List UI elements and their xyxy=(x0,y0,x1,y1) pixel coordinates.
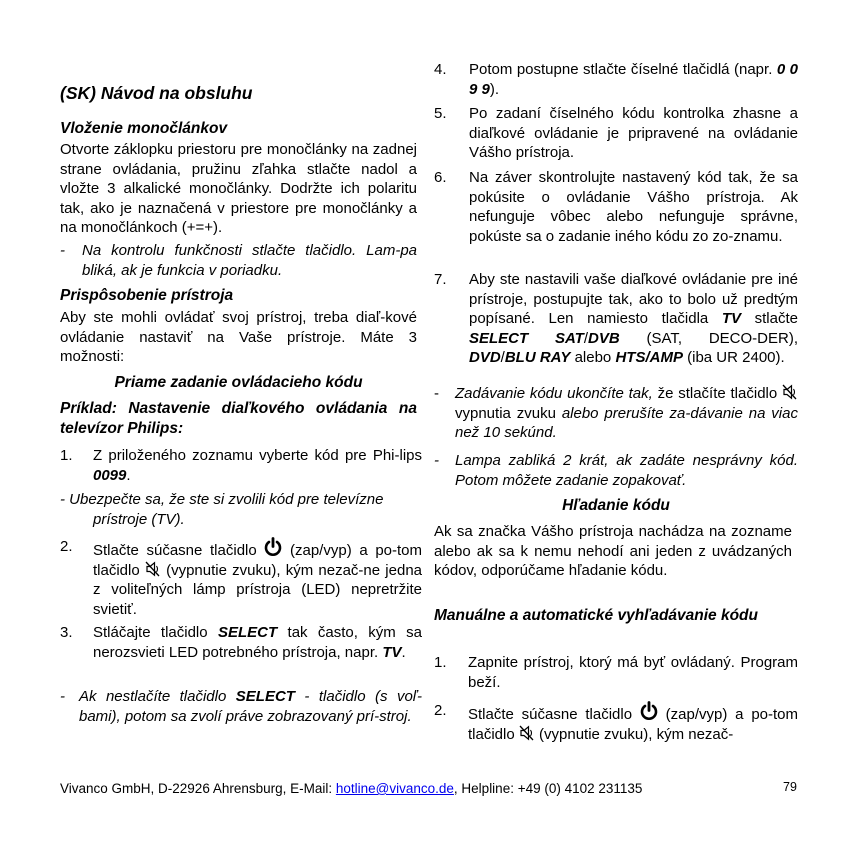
step-text: Stláčajte tlačidlo SELECT tak často, kým sa nerozsvieti LED potrebného prístroja, napr. TV. xyxy=(93,624,422,661)
note-end-text: Zadávanie kódu ukončíte tak, že stlačíte tlačidlo vypnutia zvuku alebo prerušíte za-dávanie na viac než 10 sekúnd. xyxy=(455,385,798,441)
dash: - xyxy=(434,385,439,402)
note-end xyxy=(434,384,798,443)
footer xyxy=(60,779,642,799)
step-text: Stlačte súčasne tlačidlo (zap/vyp) a po-tom tlačidlo (vypnutie zvuku), kým nezač- xyxy=(468,701,798,744)
note-blink xyxy=(434,451,798,490)
batteries-title: Vloženie monočlánkov xyxy=(60,120,228,137)
note-tv xyxy=(60,490,422,529)
step-number: 4. xyxy=(434,61,447,78)
step-text: Na záver skontrolujte nastavený kód tak, že sa pokúsite o ovládanie Vášho prístroja. Ak nefunguje vôbec alebo nefunguje správne, pokúste sa o zadanie iného kódu zo zo-znamu. xyxy=(469,169,798,245)
mute-icon xyxy=(145,561,161,577)
page-number: 79 xyxy=(783,780,797,794)
step-text: Aby ste nastavili vaše diaľkové ovládanie pre iné prístroje, postupujte tak, ako to bolo už predtým popísané. Len namiesto tlačidla TV stlačte SELECT SAT/DVB (SAT, DECO-DER), DVD/BLU RAY alebo HTS/AMP (iba UR 2400). xyxy=(469,271,799,366)
mute-icon xyxy=(782,384,798,400)
step-number: 1. xyxy=(60,447,73,464)
email-link[interactable]: hotline@vivanco.de xyxy=(335,781,454,796)
adapt-title: Prispôsobenie prístroja xyxy=(60,287,234,304)
example-title: Príklad: Nastavenie diaľkového ovládania na televízor Philips: xyxy=(60,400,417,437)
power-icon xyxy=(640,701,658,721)
step-number: 6. xyxy=(434,169,447,186)
footer-helpline: , Helpline: +49 (0) 4102 231135 xyxy=(453,781,643,796)
batteries-note-text: Na kontrolu funkčnosti stlačte tlačidlo. Lam-pa bliká, ak je funkcia v poriadku. xyxy=(82,242,417,279)
footer-company: Vivanco GmbH, D-22926 Ahrensburg, E-Mail: xyxy=(60,781,336,796)
adapt-body: Aby ste mohli ovládať svoj prístroj, treba diaľ-kové ovládanie nastaviť na Vaše prístroje. Máte 3 možnosti: xyxy=(60,309,417,365)
mute-icon xyxy=(519,725,535,741)
step-number: 7. xyxy=(434,271,447,288)
dash: - xyxy=(60,688,65,705)
search-body: Ak sa značka Vášho prístroja nachádza na zozname alebo ak sa k nemu nehodí ani jeden z uvádzaných kódov, odporúčame hľadanie kódu. xyxy=(434,523,792,579)
step-number: 2. xyxy=(60,538,73,555)
batteries-note xyxy=(60,241,417,280)
dash: - xyxy=(60,242,65,259)
page-title: (SK) Návod na obsluhu xyxy=(60,83,253,103)
step-text: Stlačte súčasne tlačidlo (zap/vyp) a po-tom tlačidlo (vypnutie zvuku), kým nezač-ne jedna z voliteľných lámp prístroja (LED) nepretržite svietiť. xyxy=(93,537,422,619)
step-number: 5. xyxy=(434,105,447,122)
batteries-body: Otvorte záklopku priestoru pre monočlánky na zadnej strane ovládania, pružinu zľahka stlačte nadol a vložte 3 alkalické monočlánky. Dodržte ich polaritu tak, ako je naznačená v priestore pre monočlánky a na monočlánkoch (+=+). xyxy=(60,141,417,236)
manual-search-title: Manuálne a automatické vyhľadávanie kódu xyxy=(434,607,758,624)
power-icon xyxy=(264,537,282,557)
note-blink-text: Lampa zabliká 2 krát, ak zadáte nesprávny kód. Potom môžete zadanie zopakovať. xyxy=(455,452,798,489)
step-text: Po zadaní číselného kódu kontrolka zhasne a diaľkové ovládanie je pripravené na ovládanie Vášho prístroja. xyxy=(469,105,798,161)
step-number: 1. xyxy=(434,654,447,671)
note-select-text: Ak nestlačíte tlačidlo SELECT - tlačidlo (s voľ-bami), potom sa zvolí práve zobrazovaný prí-stroj. xyxy=(79,688,422,725)
step-text: Zapnite prístroj, ktorý má byť ovládaný. Program beží. xyxy=(468,654,798,691)
step-number: 2. xyxy=(434,702,447,719)
step-number: 3. xyxy=(60,624,73,641)
step-text: Potom postupne stlačte číselné tlačidlá (napr. 0 0 9 9). xyxy=(469,61,798,98)
step-text: Z priloženého zoznamu vyberte kód pre Phi-lips 0099. xyxy=(93,447,422,484)
dash: - xyxy=(434,452,439,469)
direct-entry-title: Priame zadanie ovládacieho kódu xyxy=(114,374,363,391)
note-select xyxy=(60,687,422,726)
search-title: Hľadanie kódu xyxy=(562,497,670,514)
note-tv-text: - Ubezpečte sa, že ste si zvolili kód pre televízne prístroje (TV). xyxy=(60,491,384,528)
